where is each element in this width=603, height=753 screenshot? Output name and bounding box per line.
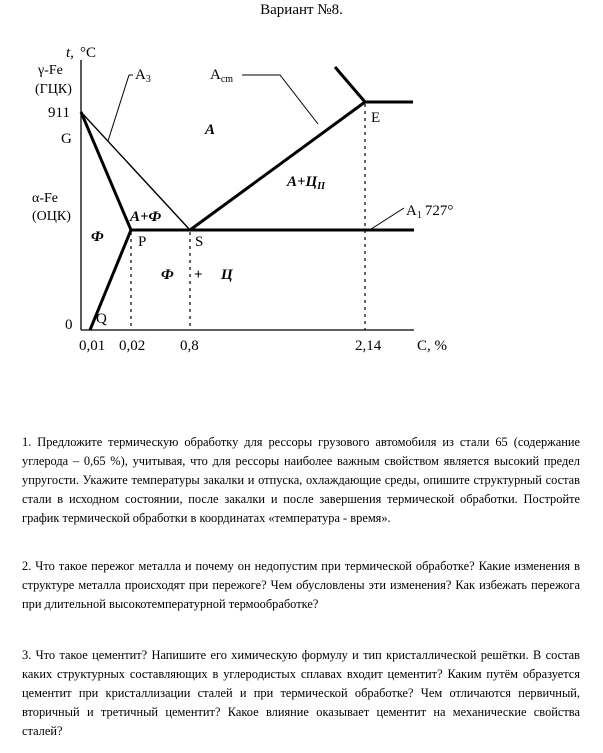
x-tick-label: 2,14: [355, 338, 382, 354]
page-title: Вариант №8.: [260, 2, 343, 18]
fe-c-phase-diagram: [0, 30, 603, 360]
leader-A3: [108, 75, 129, 141]
cementite-II-subscript: II: [317, 181, 326, 192]
line-S-E: [190, 102, 365, 230]
question-2: 2. Что такое пережог металла и почему он недопустим при термической обработке? Какие изменения в структуре металла происходят при пережоге? Чем обусловлены эти изменения? Как избежать пережога при длительной высокотемпературной термообработке?: [22, 559, 580, 611]
phase-ferrite-cementite-C: Ц: [221, 267, 233, 283]
phase-ferrite-cementite-plus: +: [194, 267, 203, 283]
gck-label: (ГЦК): [35, 82, 72, 97]
x-tick-label: 0,01: [79, 338, 106, 354]
phase-austenite-cementite-II: $A+Ц_{II}$: [287, 174, 326, 192]
x-tick-label: 0,02: [119, 338, 146, 354]
axis-t-label: t,: [66, 45, 74, 61]
A1-temperature: 727°: [424, 203, 454, 219]
zero-label: 0: [65, 317, 73, 333]
x-axis-label: C, %: [417, 338, 447, 354]
Acm-label: $A_{cm}$: [210, 67, 234, 85]
A1-subscript: 1: [416, 210, 422, 221]
S-label: S: [195, 234, 204, 250]
phase-ferrite-cementite-F: Ф: [161, 267, 174, 283]
Acm-subscript: cm: [220, 74, 234, 85]
line-G-P: [81, 112, 131, 230]
A3-subscript: 3: [145, 74, 151, 85]
leader-A1: [368, 208, 404, 231]
question-1: 1. Предложите термическую обработку для рессоры грузового автомобиля из стали 65 (содержание углерода – 0,65 %), учитывая, что для рессоры наиболее важным свойством является высокий предел упругости. Укажите температуры закалки и отпуска, охлаждающие среды, опишите структурный состав стали в исходном состоянии, после закалки и после завершения термической обработки. Постройте график термической обработки в координатах «температура - время».: [22, 435, 580, 525]
phase-ferrite: Ф: [91, 229, 104, 245]
G-label: G: [61, 131, 72, 147]
t911-label: 911: [48, 105, 70, 121]
P-label: P: [138, 234, 147, 250]
E-label: E: [371, 110, 381, 126]
phase-austenite: A: [205, 122, 216, 138]
leader-Acm: [242, 75, 318, 124]
A1-label: $A_1$ 727°: [406, 203, 454, 221]
ock-label: (ОЦК): [32, 209, 71, 224]
Q-label: Q: [96, 311, 107, 327]
x-tick-label: 0,8: [180, 338, 199, 354]
alpha-fe-label: α-Fe: [32, 191, 58, 206]
line-E-up: [335, 67, 365, 102]
gamma-fe-label: γ-Fe: [38, 63, 63, 78]
A3-label: $A_3$: [135, 67, 151, 85]
phase-austenite-ferrite: A+Ф: [130, 209, 162, 225]
axis-degC-label: °C: [80, 45, 97, 61]
question-3: 3. Что такое цементит? Напишите его химическую формулу и тип кристаллической решётки. В состав каких структурных составляющих в углеродистых сплавах входит цементит? Каким путём образуется цементит при кристаллизации сталей и при термической обработке? Чем отличаются первичный, вторичный и третичный цементит? Какое влияние оказывает цементит на механические свойства сталей?: [22, 648, 580, 738]
